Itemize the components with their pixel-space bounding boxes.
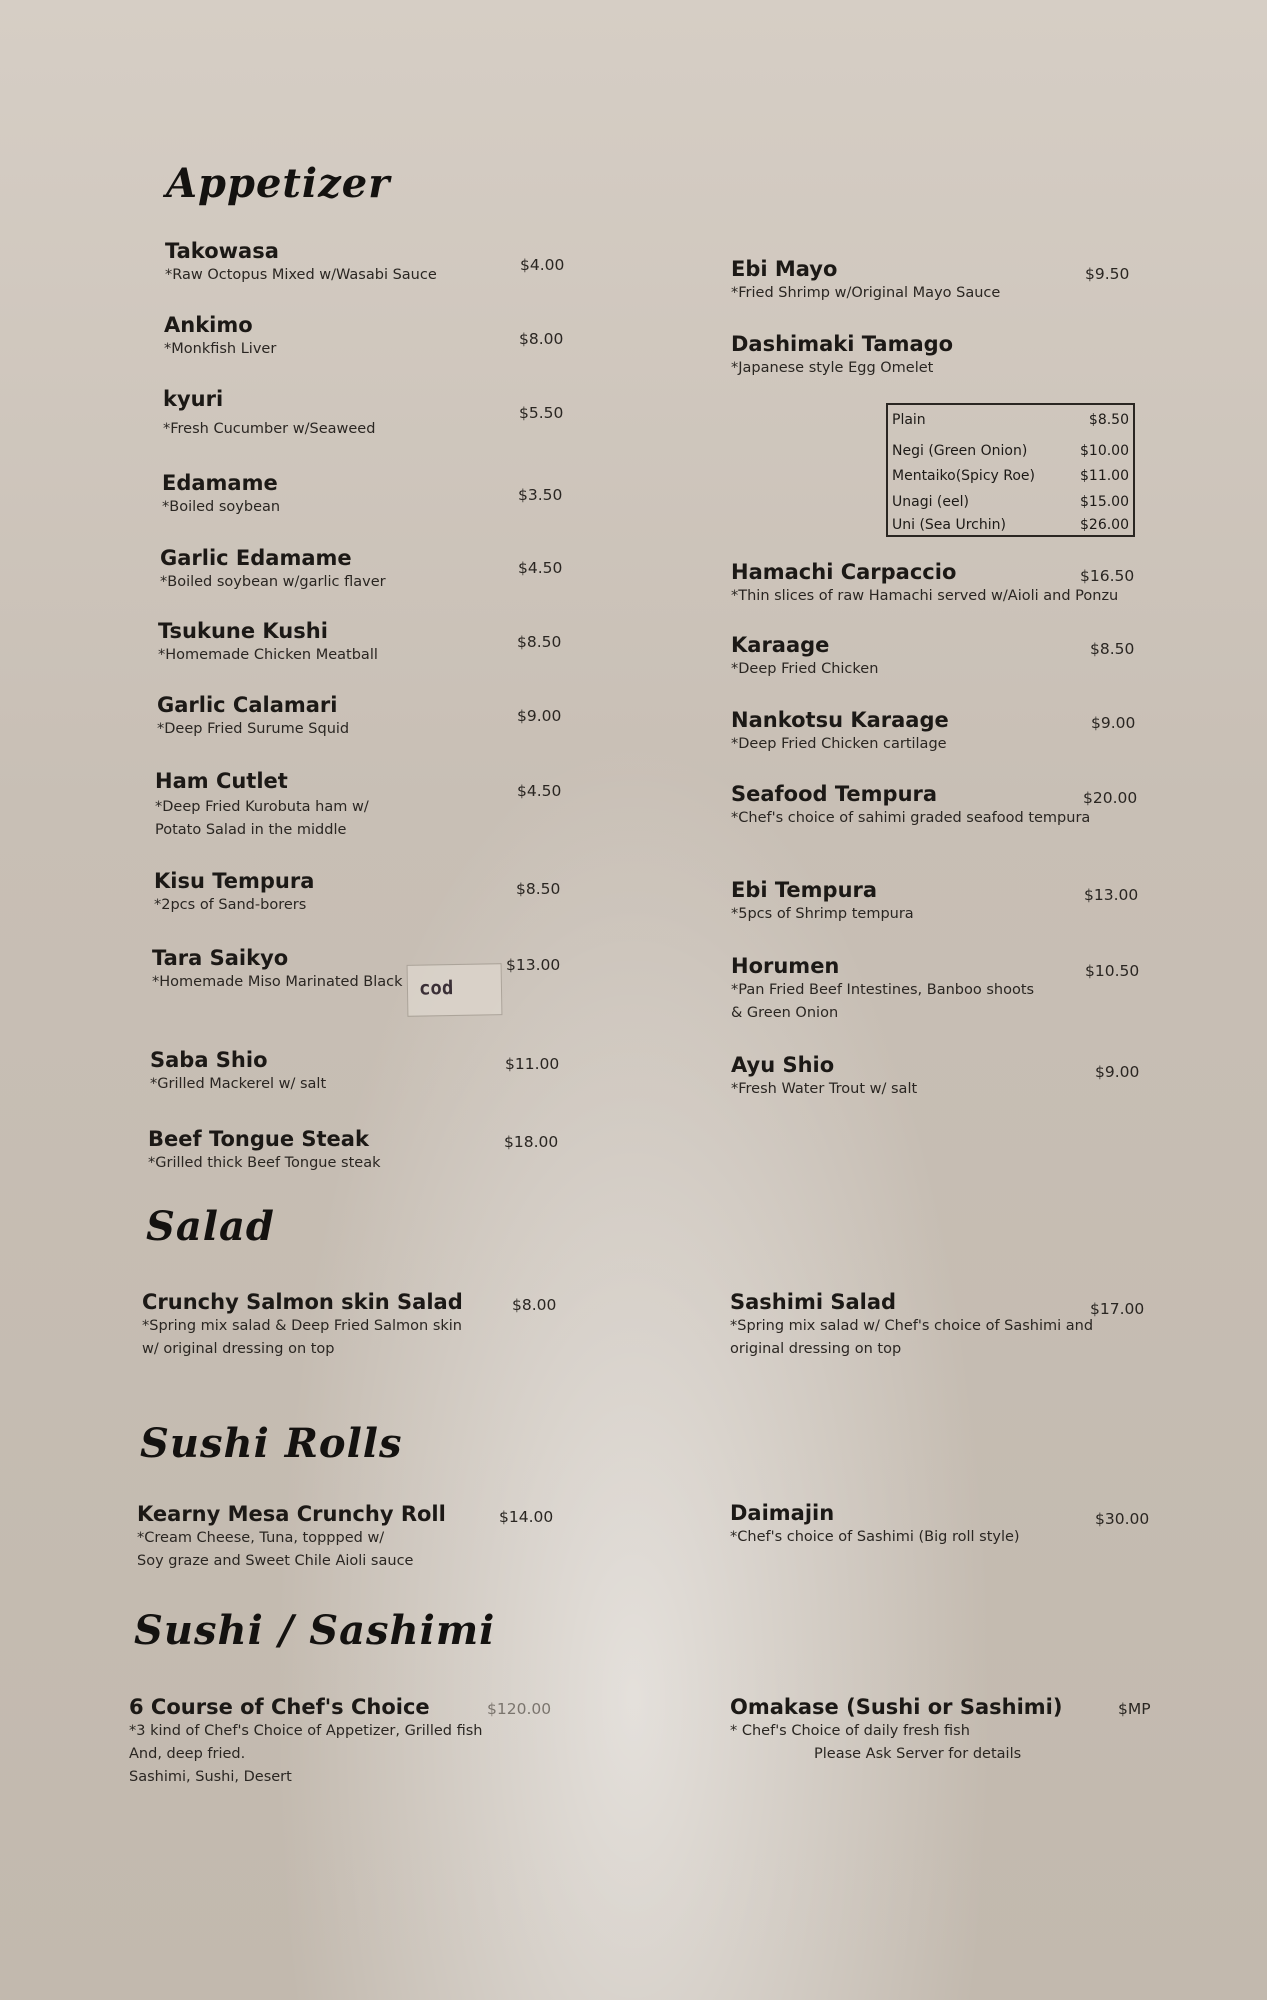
item-name: Ebi Tempura [731,878,878,902]
item-name: Daimajin [730,1501,835,1525]
menu-item-kyuri [163,386,375,441]
item-desc: *Spring mix salad & Deep Fried Salmon skin [142,1318,462,1334]
option-name: Uni (Sea Urchin) [892,517,1006,533]
item-name: Takowasa [165,239,279,263]
item-price: $30.00 [1095,1510,1150,1528]
item-desc: *2pcs of Sand-borers [154,897,307,913]
item-price: $11.00 [505,1055,560,1073]
item-name: Garlic Edamame [160,546,352,570]
item-name: Tara Saikyo [152,946,289,970]
item-desc: *Deep Fried Chicken [731,661,879,677]
item-desc-line3: Sashimi, Sushi, Desert [129,1769,292,1785]
item-price: $8.50 [1090,640,1135,658]
menu-item-ebi-tempura [731,877,914,926]
item-desc: *Boiled soybean [162,499,281,515]
item-name: Hamachi Carpaccio [731,560,957,584]
menu-item-edamame [162,470,280,519]
section-title-sushi-rolls: Sushi Rolls [140,1420,403,1467]
menu-item-ayu-shio [731,1052,917,1101]
item-desc: *Grilled thick Beef Tongue steak [148,1155,381,1171]
menu-item-kisu-tempura [154,868,314,917]
item-price: $9.00 [1091,714,1136,732]
menu-item-dashimaki-tamago [731,331,953,380]
menu-item-saba-shio [150,1047,326,1096]
item-name: Seafood Tempura [731,782,938,806]
item-price: $16.50 [1080,567,1135,585]
item-name: Tsukune Kushi [158,619,328,643]
option-price: $26.00 [1080,517,1129,533]
section-title-appetizer: Appetizer [166,160,391,207]
item-desc: *Raw Octopus Mixed w/Wasabi Sauce [165,267,437,283]
item-price: $5.50 [519,404,564,422]
item-desc: *Grilled Mackerel w/ salt [150,1076,327,1092]
menu-item-horumen [731,953,1034,1025]
item-desc-line2: Potato Salad in the middle [155,822,347,838]
menu-item-sashimi-salad [730,1289,1093,1361]
section-title-sushi-sashimi: Sushi / Sashimi [134,1607,496,1654]
item-desc: *Fresh Cucumber w/Seaweed [163,421,376,437]
item-desc-line2: And, deep fried. [129,1746,246,1762]
menu-item-karaage [731,632,878,681]
item-name: Garlic Calamari [157,693,338,717]
item-price: $20.00 [1083,789,1138,807]
menu-item-tara-saikyo [152,945,403,994]
item-name: 6 Course of Chef's Choice [129,1695,430,1719]
menu-item-seafood-tempura [731,781,1090,830]
item-price: $120.00 [487,1700,552,1718]
menu-item-ham-cutlet [155,768,369,842]
item-price: $13.00 [506,956,561,974]
item-desc: *Monkfish Liver [164,341,277,357]
item-desc: *Homemade Miso Marinated Black [152,974,403,990]
item-name: Kearny Mesa Crunchy Roll [137,1502,446,1526]
item-name: Dashimaki Tamago [731,332,954,356]
item-desc: *Thin slices of raw Hamachi served w/Aioli and Ponzu [731,588,1119,604]
option-price: $10.00 [1080,443,1129,459]
item-desc: *Chef's choice of sahimi graded seafood tempura [731,810,1091,826]
menu-item-nankotsu-karaage [731,707,949,756]
item-name: Nankotsu Karaage [731,708,949,732]
section-title-salad: Salad [146,1203,275,1250]
menu-item-tsukune-kushi [158,618,378,667]
item-desc: *Pan Fried Beef Intestines, Banboo shoots [731,982,1035,998]
item-price: $17.00 [1090,1300,1145,1318]
option-name: Mentaiko(Spicy Roe) [892,468,1035,484]
item-desc: *Spring mix salad w/ Chef's choice of Sashimi and [730,1318,1094,1334]
item-name: Omakase (Sushi or Sashimi) [730,1695,1063,1719]
item-desc: *Fresh Water Trout w/ salt [731,1081,918,1097]
item-name: Ayu Shio [731,1053,835,1077]
item-name: Karaage [731,633,830,657]
item-desc: *Fried Shrimp w/Original Mayo Sauce [731,285,1001,301]
item-price: $9.00 [517,707,562,725]
item-price: $MP [1118,1700,1151,1718]
option-name: Negi (Green Onion) [892,443,1028,459]
sticker-text: cod [418,977,454,1000]
option-price: $15.00 [1080,494,1129,510]
item-name: Ebi Mayo [731,257,838,281]
item-desc: *Cream Cheese, Tuna, toppped w/ [137,1530,385,1546]
menu-item-garlic-calamari [157,692,349,741]
item-desc: *Homemade Chicken Meatball [158,647,378,663]
menu-item-daimajin [730,1500,1020,1549]
item-price: $8.00 [512,1296,557,1314]
item-name: Kisu Tempura [154,869,315,893]
menu-item-crunchy-salmon-skin-salad [142,1289,463,1361]
menu-item-hamachi-carpaccio [731,559,1118,608]
tamago-options-table [886,403,1135,537]
item-desc: *Deep Fried Kurobuta ham w/ [155,799,369,815]
option-name: Plain [892,412,926,428]
item-price: $4.00 [520,256,565,274]
item-desc-line2: original dressing on top [730,1341,902,1357]
item-price: $9.50 [1085,265,1130,283]
item-desc: * Chef's Choice of daily fresh fish [730,1723,970,1739]
item-desc: *Boiled soybean w/garlic flaver [160,574,386,590]
item-price: $10.50 [1085,962,1140,980]
item-desc-line2: Soy graze and Sweet Chile Aioli sauce [137,1553,414,1569]
item-desc-line2: & Green Onion [731,1005,839,1021]
item-price: $18.00 [504,1133,559,1151]
item-desc: *5pcs of Shrimp tempura [731,906,914,922]
item-name: Horumen [731,954,840,978]
menu-item-ebi-mayo [731,256,1000,305]
item-price: $8.00 [519,330,564,348]
item-name: Edamame [162,471,278,495]
menu-item-takowasa [165,238,437,287]
option-price: $8.50 [1088,412,1129,428]
item-desc-line2: Please Ask Server for details [814,1746,1022,1762]
item-name: Sashimi Salad [730,1290,897,1314]
item-desc: *Deep Fried Chicken cartilage [731,736,947,752]
item-price: $8.50 [516,880,561,898]
cod-correction-sticker [407,963,503,1017]
item-name: Ham Cutlet [155,769,288,793]
item-price: $3.50 [518,486,563,504]
item-name: Beef Tongue Steak [148,1127,369,1151]
menu-item-omakase [730,1694,1062,1766]
menu-item-ankimo [164,312,276,361]
item-price: $9.00 [1095,1063,1140,1081]
item-name: Ankimo [164,313,253,337]
menu-item-beef-tongue-steak [148,1126,380,1175]
item-name: kyuri [163,387,224,411]
item-price: $13.00 [1084,886,1139,904]
item-desc: *Chef's choice of Sashimi (Big roll style) [730,1529,1020,1545]
menu-item-6-course-chefs-choice [129,1694,482,1789]
item-desc: *Deep Fried Surume Squid [157,721,350,737]
item-desc-line2: w/ original dressing on top [142,1341,335,1357]
item-price: $4.50 [517,782,562,800]
item-price: $8.50 [517,633,562,651]
menu-item-garlic-edamame [160,545,386,594]
menu-item-kearny-mesa-crunchy-roll [137,1501,446,1573]
option-name: Unagi (eel) [892,494,969,510]
item-name: Saba Shio [150,1048,268,1072]
item-name: Crunchy Salmon skin Salad [142,1290,463,1314]
item-price: $4.50 [518,559,563,577]
item-price: $14.00 [499,1508,554,1526]
item-desc: *3 kind of Chef's Choice of Appetizer, Grilled fish [129,1723,483,1739]
item-desc: *Japanese style Egg Omelet [731,360,934,376]
option-price: $11.00 [1080,468,1129,484]
